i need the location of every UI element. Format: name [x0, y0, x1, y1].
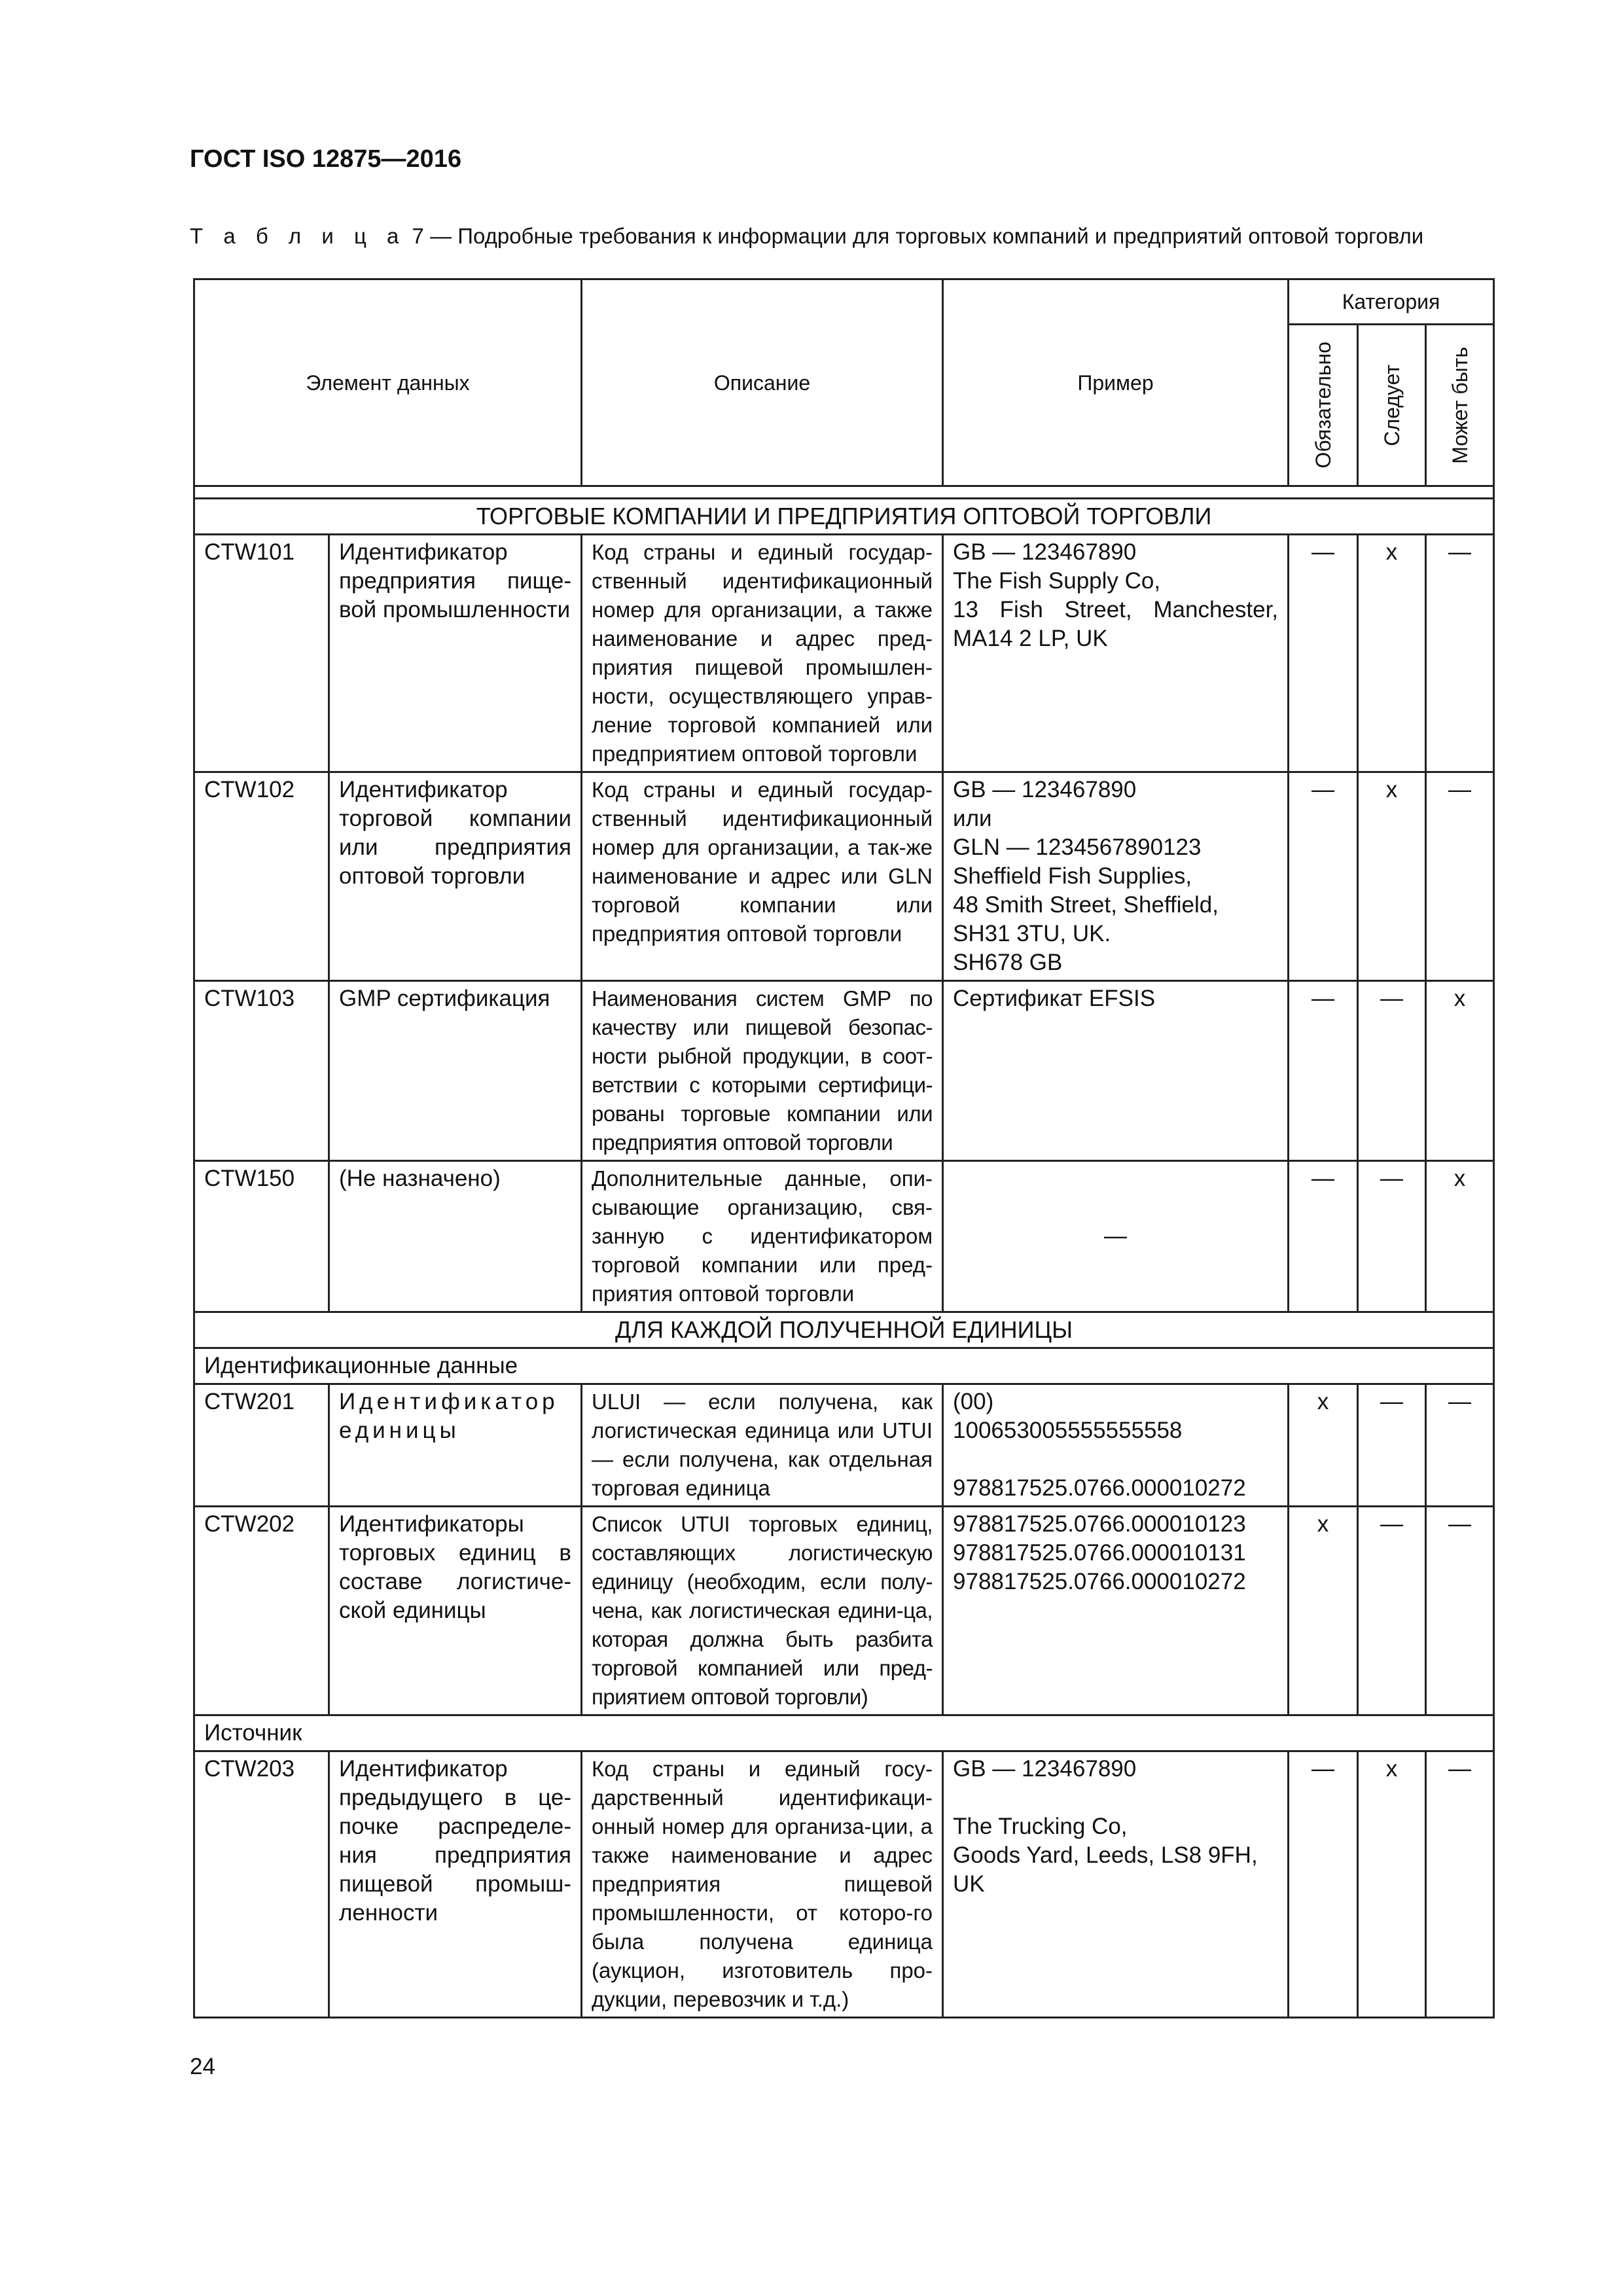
example-line: 100653005555555558 — [953, 1418, 1183, 1443]
row-code: CTW203 — [194, 1751, 329, 2018]
example-line: 978817525.0766.000010272 — [953, 1569, 1246, 1594]
cat-may: — — [1426, 535, 1494, 772]
row-code: CTW201 — [194, 1384, 329, 1507]
row-example — [943, 1751, 1289, 2018]
cat-mandatory: — — [1289, 1751, 1358, 2018]
header-may-label: Может быть — [1448, 346, 1472, 464]
cat-should: x — [1358, 535, 1426, 772]
example-line: Sheffield Fish Supplies, — [953, 863, 1192, 889]
example-line: SH31 3TU, UK. — [953, 921, 1111, 946]
document-header: ГОСТ ISO 12875—2016 — [190, 145, 462, 173]
example-line: 978817525.0766.000010272 — [953, 1475, 1246, 1501]
table-row — [194, 535, 1494, 772]
example-line: 13 Fish Street, Manchester, MA14 2 LP, UK — [953, 597, 1279, 651]
cat-should: — — [1358, 1507, 1426, 1715]
row-description: Дополнительные данные, опи-сывающие организацию, свя-занную с идентификатором торговой компании или пред-приятия оптовой торговли — [582, 1161, 943, 1312]
group-row — [194, 1348, 1494, 1384]
header-should-label: Следует — [1380, 364, 1404, 446]
group-row — [194, 1715, 1494, 1751]
row-code: CTW150 — [194, 1161, 329, 1312]
example-line: 48 Smith Street, Sheffield, — [953, 892, 1219, 918]
row-element-name: Идентификаторы торговых единиц в составе логистиче-ской единицы — [329, 1507, 582, 1715]
header-mandatory — [1289, 325, 1358, 486]
section-title: ТОРГОВЫЕ КОМПАНИИ И ПРЕДПРИЯТИЯ ОПТОВОЙ ТОРГОВЛИ — [194, 499, 1494, 535]
cat-may: x — [1426, 981, 1494, 1161]
example-line: 978817525.0766.000010123 — [953, 1511, 1246, 1537]
row-element-name: Идентификатор торговой компании или предприятия оптовой торговли — [329, 772, 582, 981]
cat-may: x — [1426, 1161, 1494, 1312]
section-row — [194, 499, 1494, 535]
cat-should: x — [1358, 1751, 1426, 2018]
row-example — [943, 535, 1289, 772]
cat-may: — — [1426, 1507, 1494, 1715]
header-mandatory-label: Обязательно — [1311, 342, 1335, 469]
section-row — [194, 1312, 1494, 1348]
header-should — [1358, 325, 1426, 486]
example-line: The Fish Supply Co, — [953, 568, 1161, 594]
row-element-name: Идентификатор единицы — [329, 1384, 582, 1507]
example-line: GLN — 1234567890123 — [953, 834, 1202, 860]
row-description: Список UTUI торговых единиц, составляющих логистическую единицу (необходим, если полу-чена, как логистическая едини-ца, которая должна быть разбита торговой компанией или пред-приятием оптовой торговли) — [582, 1507, 943, 1715]
example-line: SH678 GB — [953, 950, 1063, 975]
example-line: (00) — [953, 1389, 994, 1414]
cat-may: — — [1426, 1751, 1494, 2018]
page-number: 24 — [190, 2054, 215, 2079]
row-element-name: Идентификатор предприятия пище-вой промышленности — [329, 535, 582, 772]
table-row — [194, 981, 1494, 1161]
row-element-name: Идентификатор предыдущего в це-почке распределе-ния предприятия пищевой промыш-ленности — [329, 1751, 582, 2018]
example-line: The Trucking Co, — [953, 1814, 1128, 1839]
cat-should: — — [1358, 1384, 1426, 1507]
row-description: Код страны и единый государ-ственный идентификационный номер для организации, а также наименование и адрес пред-приятия пищевой промышлен-ности, осуществляющего управ-ление торговой компанией или предприятием оптовой торговли — [582, 535, 943, 772]
cat-mandatory: x — [1289, 1507, 1358, 1715]
row-code: CTW202 — [194, 1507, 329, 1715]
group-title: Идентификационные данные — [194, 1348, 1494, 1384]
header-example: Пример — [943, 279, 1289, 486]
row-code: CTW103 — [194, 981, 329, 1161]
table-row — [194, 1507, 1494, 1715]
table-row — [194, 1161, 1494, 1312]
table-caption-text: 7 — Подробные требования к информации для торговых компаний и предприятий оптовой торговли — [412, 224, 1424, 248]
section-title: ДЛЯ КАЖДОЙ ПОЛУЧЕННОЙ ЕДИНИЦЫ — [194, 1312, 1494, 1348]
cat-mandatory: x — [1289, 1384, 1358, 1507]
row-description: ULUI — если получена, как логистическая единица или UTUI — если получена, как отдельная торговая единица — [582, 1384, 943, 1507]
table-row — [194, 772, 1494, 981]
header-category: Категория — [1289, 279, 1494, 325]
cat-mandatory: — — [1289, 535, 1358, 772]
cat-mandatory: — — [1289, 1161, 1358, 1312]
header-description: Описание — [582, 279, 943, 486]
cat-may: — — [1426, 1384, 1494, 1507]
example-gap — [953, 1445, 1278, 1474]
cat-may: — — [1426, 772, 1494, 981]
row-element-name: GMP сертификация — [329, 981, 582, 1161]
table-row — [194, 1751, 1494, 2018]
table-row — [194, 1384, 1494, 1507]
row-description: Наименования систем GMP по качеству или пищевой безопас-ности рыбной продукции, в соот-ветствии с которыми сертифици-рованы торговые компании или предприятия оптовой торговли — [582, 981, 943, 1161]
example-line: GB — 123467890 — [953, 777, 1137, 802]
cat-mandatory: — — [1289, 981, 1358, 1161]
row-code: CTW101 — [194, 535, 329, 772]
cat-mandatory: — — [1289, 772, 1358, 981]
example-line: GB — 123467890 — [953, 1756, 1137, 1782]
row-description: Код страны и единый госу-дарственный идентификаци-онный номер для организа-ции, а также наименование и адрес предприятия пищевой промышленности, от которо-го была получена единица (аукцион, изготовитель про-дукции, перевозчик и т.д.) — [582, 1751, 943, 2018]
example-gap — [953, 1784, 1278, 1812]
header-separator — [194, 486, 1494, 499]
example-line: 978817525.0766.000010131 — [953, 1540, 1246, 1566]
cat-should: — — [1358, 1161, 1426, 1312]
row-example — [943, 772, 1289, 981]
header-element: Элемент данных — [194, 279, 582, 486]
header-may — [1426, 325, 1494, 486]
example-line: Goods Yard, Leeds, LS8 9FH, UK — [953, 1842, 1258, 1897]
example-line: Сертификат EFSIS — [953, 986, 1156, 1011]
table-caption — [190, 224, 1423, 249]
group-title: Источник — [194, 1715, 1494, 1751]
cat-should: x — [1358, 772, 1426, 981]
table-caption-prefix: Т а б л и ц а — [190, 224, 406, 248]
row-element-name: (Не назначено) — [329, 1161, 582, 1312]
example-line: GB — 123467890 — [953, 539, 1137, 565]
requirements-table — [193, 278, 1495, 2018]
row-example: — — [943, 1161, 1289, 1312]
row-code: CTW102 — [194, 772, 329, 981]
example-line: или — [953, 806, 992, 831]
row-example — [943, 981, 1289, 1161]
row-description: Код страны и единый государ-ственный идентификационный номер для организации, а так-же наименование и адрес или GLN торговой компании или предприятия оптовой торговли — [582, 772, 943, 981]
row-example — [943, 1507, 1289, 1715]
cat-should: — — [1358, 981, 1426, 1161]
row-example — [943, 1384, 1289, 1507]
